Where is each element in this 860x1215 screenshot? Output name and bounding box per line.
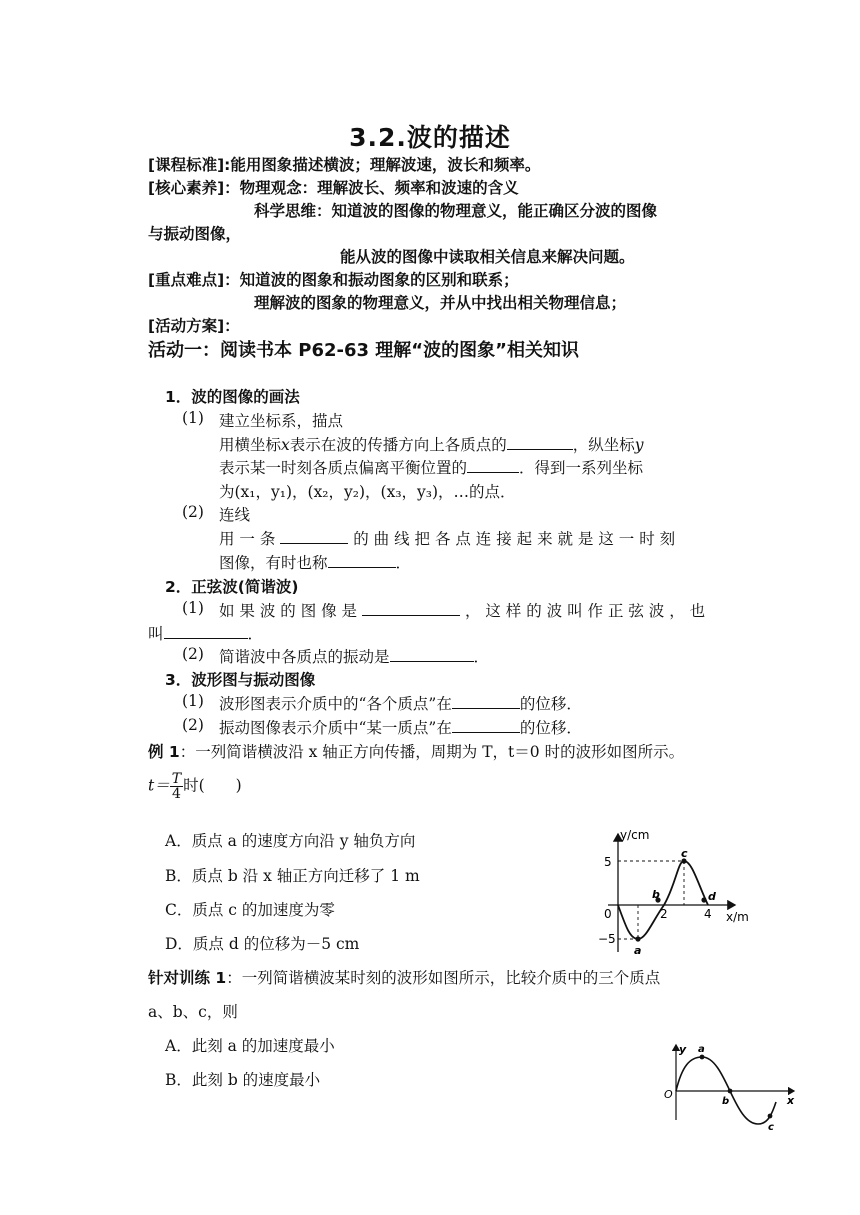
text: ． [395,554,412,572]
text: ，纵坐标 [572,436,635,454]
activity-plan-text: ： [224,317,240,335]
text: 表示在波的传播方向上各质点的 [289,436,507,454]
s1-item1-line3: 为(x₁，y₁)，(x₂，y₂)，(x₃，y₃)，…的点． [219,483,516,501]
activity-plan-label: [活动方案] [148,317,225,335]
fraction-t-over-4 [170,772,183,801]
s1-item1-number: (1) [182,409,204,427]
s2-item2-line [219,645,489,667]
waveform-curve [618,861,708,939]
s2-item2-number: (2) [182,645,204,663]
fill-blank[interactable] [164,623,248,639]
s2-item1-line2 [148,622,263,644]
point-a [700,1055,705,1060]
tick-minus-5: −5 [598,932,616,946]
x-axis-label: x/m [726,910,749,924]
key-difficulty-label: [重点难点] [148,271,225,289]
fill-blank[interactable] [452,693,520,709]
wave-figure-1 [590,822,760,962]
var-y: y [634,436,644,454]
core-literacy [148,176,519,198]
text: 如 果 波 的 图 像 是 [219,602,358,620]
label-b: b [722,1096,730,1107]
label-a: a [698,1044,705,1055]
tick-2: 2 [660,907,668,921]
text: 的位移． [519,719,582,737]
var-x: x [281,436,290,454]
label-c: c [768,1122,774,1133]
drill-1-label: 针对训练 1 [148,969,227,987]
s3-item2-line [219,716,582,738]
drill-1-option-b[interactable]: B．此刻 b 的速度最小 [165,1071,321,1089]
label-a: a [634,944,642,957]
fill-blank[interactable] [362,600,460,616]
y-axis-label: y [679,1043,687,1056]
drill-1-text: ：一列简谐横波某时刻的波形如图所示，比较介质中的三个质点 [226,969,661,987]
drill-1-option-a[interactable]: A．此刻 a 的加速度最小 [165,1037,335,1055]
s3-item1-line [219,692,582,714]
course-standard-label: [课程标准] [148,156,225,174]
fill-blank[interactable] [467,457,519,473]
point-b [728,1089,733,1094]
s2-item1-line1 [219,599,705,621]
var-t: t＝ [148,776,170,795]
course-standard-text: :能用图象描述横波；理解波速，波长和频率。 [224,156,541,174]
text: 图像，有时也称 [219,554,328,572]
page-title: 3.2.波的描述 [349,123,511,152]
fill-blank[interactable] [280,528,348,544]
example-1-option-b[interactable]: B．质点 b 沿 x 轴正方向迁移了 1 m [165,867,420,885]
core-literacy-label: [核心素养] [148,179,225,197]
text: 用横坐标 [219,436,282,454]
s3-item1-number: (1) [182,692,204,710]
fill-blank[interactable] [328,552,396,568]
text: 简谐波中各质点的振动是 [219,648,390,666]
drill-1-stem-line2: a、b、c，则 [148,1003,238,1021]
text: ．得到一系列坐标 [519,459,644,477]
wave-figure-2 [660,1040,800,1133]
s2-item1-number: (1) [182,599,204,617]
wave-figure-1-svg [590,822,760,962]
x-axis-label: x [787,1094,795,1107]
s1-item2-title: 连线 [219,506,251,524]
example-1-label: 例 1 [148,743,180,761]
text: ． [473,648,490,666]
text: 用 一 条 [219,530,276,548]
origin-label: O [664,1088,673,1101]
example-1-question [148,772,242,801]
activity-plan [148,314,240,336]
tick-0: 0 [604,907,612,921]
text: 波形图表示介质中的“各个质点”在 [219,695,452,713]
text: 的 曲 线 把 各 点 连 接 起 来 就 是 这 一 时 刻 [353,530,676,548]
core-literacy-line2: 科学思维：知道波的图像的物理意义，能正确区分波的图像 [254,202,658,220]
text: 表示某一时刻各质点偏离平衡位置的 [219,459,468,477]
s1-item1-line1 [219,433,644,455]
key-difficulty-line2: 理解波的图象的物理意义，并从中找出相关物理信息； [254,294,627,312]
example-1-text: ：一列简谐横波沿 x 轴正方向传播，周期为 T，t＝0 时的波形如图所示。 [179,743,685,761]
s1-item2-line1 [219,527,675,549]
text: 的位移． [519,695,582,713]
s1-item2-number: (2) [182,503,204,521]
tick-5: 5 [604,855,612,869]
key-difficulty [148,268,519,290]
fraction-numerator: T [171,771,182,787]
core-literacy-text: ：物理观念：理解波长、频率和波速的含义 [224,179,519,197]
core-literacy-line3: 与振动图像， [148,225,242,243]
course-standard [148,153,540,175]
section-3-title: 3．波形图与振动图像 [165,671,316,689]
fill-blank[interactable] [507,434,573,450]
point-c [768,1114,773,1119]
fraction-denominator: 4 [171,786,181,802]
s1-item1-line2 [219,456,643,478]
activity-one-heading: 活动一：阅读书本 P62-63 理解“波的图象”相关知识 [148,340,579,361]
fill-blank[interactable] [452,717,520,733]
label-b: b [652,888,660,901]
key-difficulty-text: ：知道波的图象和振动图象的区别和联系； [224,271,519,289]
wave-figure-2-svg [660,1040,800,1133]
core-literacy-line4: 能从波的图像中读取相关信息来解决问题。 [340,248,635,266]
text: 叫 [148,625,164,643]
label-c: c [681,847,688,860]
example-1-option-a[interactable]: A．质点 a 的速度方向沿 y 轴负方向 [165,832,416,850]
y-axis-label: y/cm [620,828,650,842]
section-1-title: 1．波的图像的画法 [165,388,300,406]
s3-item2-number: (2) [182,716,204,734]
label-d: d [708,890,716,903]
point-a [635,936,640,941]
example-1-stem [148,740,684,762]
example-1-option-c[interactable]: C．质点 c 的加速度为零 [165,901,335,919]
s1-item1-title: 建立坐标系，描点 [219,412,344,430]
text: ， 这 样 的 波 叫 作 正 弦 波 ， 也 [464,602,706,620]
section-2-title: 2．正弦波(简谐波) [165,578,299,596]
point-d [701,897,706,902]
fill-blank[interactable] [390,646,474,662]
text: 时( ) [183,776,242,795]
tick-4: 4 [704,907,712,921]
example-1-option-d[interactable]: D．质点 d 的位移为－5 cm [165,935,360,953]
s1-item2-line2 [219,551,411,573]
drill-1-stem [148,966,660,988]
text: ． [247,625,264,643]
text: 振动图像表示介质中“某一质点”在 [219,719,452,737]
